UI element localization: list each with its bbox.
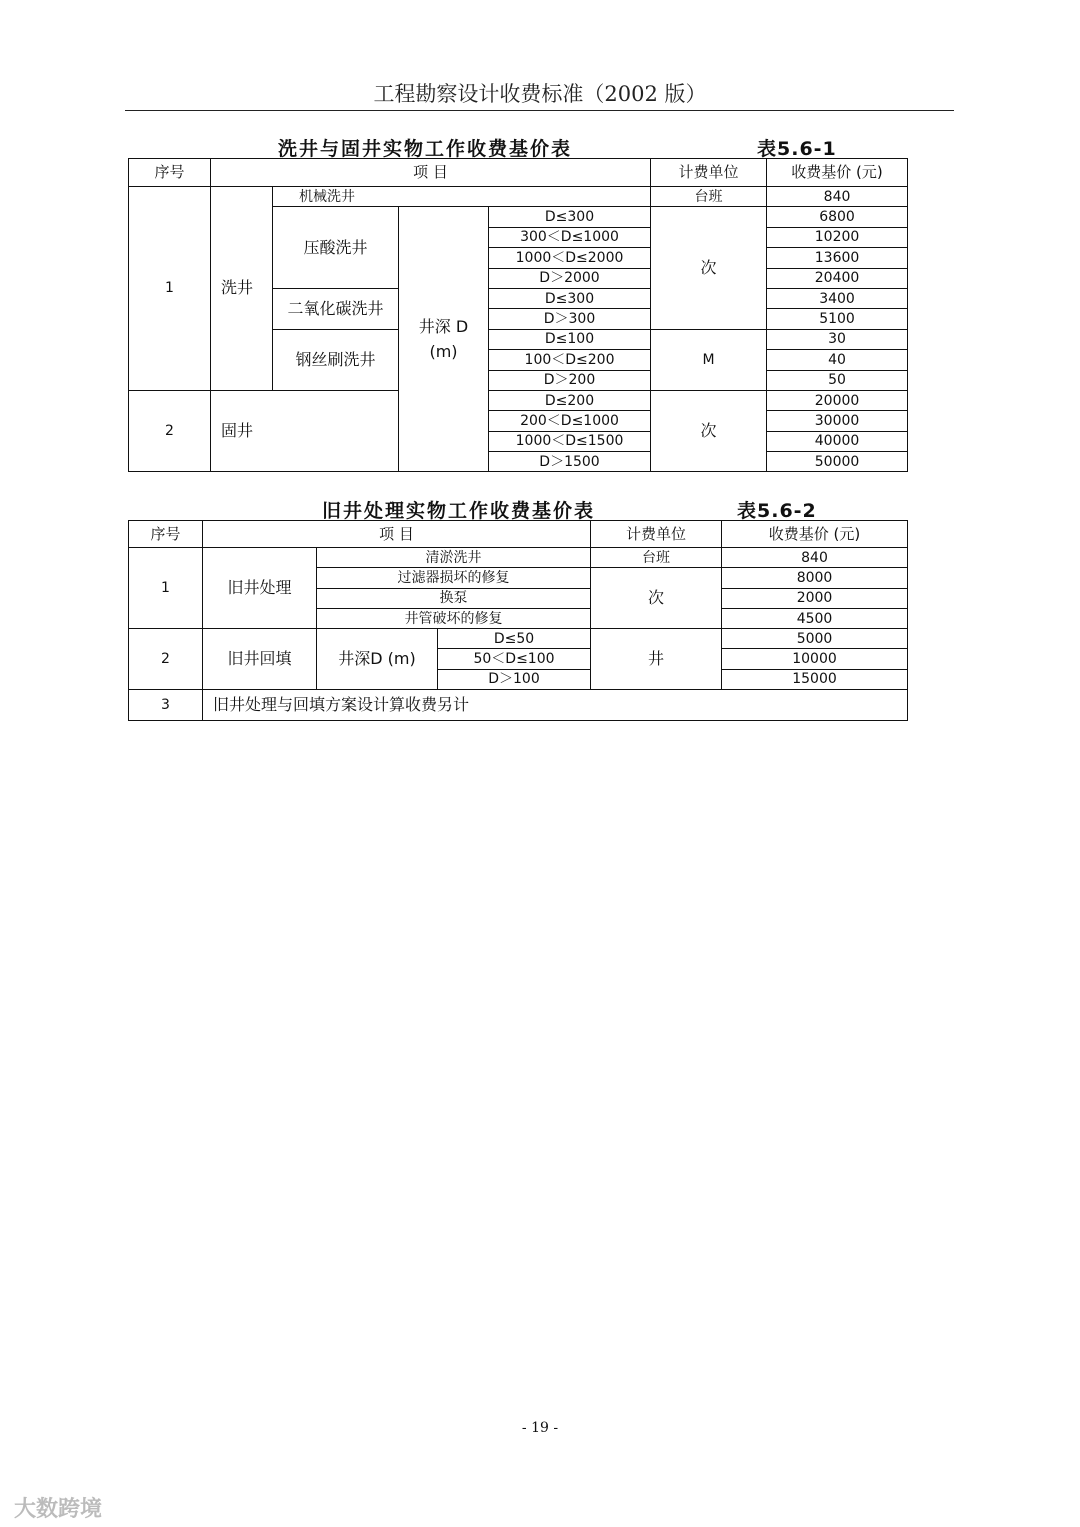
item-label: 井管破坏的修复 [317,608,591,628]
price-cell: 5000 [722,629,908,649]
depth-label: 井深D (m) [317,629,438,690]
range-cell: D≤300 [489,288,651,308]
row-no: 3 [129,690,203,721]
range-cell: 50＜D≤100 [438,649,591,669]
unit-cell: 次 [591,568,722,629]
price-cell: 3400 [767,288,908,308]
row-no: 2 [129,390,211,472]
table1-title: 洗井与固井实物工作收费基价表 [278,138,573,160]
table-row [129,187,908,207]
range-cell: D≤200 [489,390,651,410]
unit-cell: 次 [651,390,767,472]
page-header-title: 工程勘察设计收费标准（2002 版） [373,82,707,106]
table1-number: 表5.6-1 [757,138,837,160]
col-header-item: 项 目 [203,521,591,548]
col-header-price: 收费基价 (元) [767,159,908,187]
table-row [129,548,908,568]
table2 [128,520,908,721]
range-cell: 200＜D≤1000 [489,411,651,431]
item-label: 二氧化碳洗井 [273,288,399,329]
row-no: 1 [129,187,211,391]
row-category: 旧井处理 [203,548,317,629]
page-number: - 19 - [521,1420,559,1436]
price-cell: 30 [767,329,908,349]
item-label: 压酸洗井 [273,207,399,289]
unit-cell: 台班 [591,548,722,568]
price-cell: 15000 [722,669,908,689]
range-cell: D＞1500 [489,452,651,472]
price-cell: 30000 [767,411,908,431]
unit-cell: 井 [591,629,722,690]
price-cell: 4500 [722,608,908,628]
row-category: 固井 [211,390,399,472]
range-cell: D＞200 [489,370,651,390]
range-cell: D≤100 [489,329,651,349]
row-no: 2 [129,629,203,690]
table-row [129,690,908,721]
unit-cell: 次 [651,207,767,329]
range-cell: D＞2000 [489,268,651,288]
note-text: 旧井处理与回填方案设计算收费另计 [203,690,908,721]
depth-label: 井深 D (m) [399,207,489,472]
header-divider [125,110,954,111]
table2-number: 表5.6-2 [737,500,817,522]
table1-header-row [129,159,908,187]
range-cell: D＞300 [489,309,651,329]
price-cell: 840 [722,548,908,568]
range-cell: 1000＜D≤2000 [489,248,651,268]
price-cell: 40 [767,350,908,370]
price-cell: 13600 [767,248,908,268]
price-cell: 8000 [722,568,908,588]
item-label: 过滤器损坏的修复 [317,568,591,588]
table-row [129,390,908,410]
item-label: 钢丝刷洗井 [273,329,399,390]
price-cell: 20000 [767,390,908,410]
unit-cell: 台班 [651,187,767,207]
range-cell: D≤50 [438,629,591,649]
price-cell: 6800 [767,207,908,227]
range-cell: D＞100 [438,669,591,689]
col-header-item: 项 目 [211,159,651,187]
table-row [129,629,908,649]
col-header-unit: 计费单位 [651,159,767,187]
unit-cell: M [651,329,767,390]
row-no: 1 [129,548,203,629]
range-cell: 1000＜D≤1500 [489,431,651,451]
price-cell: 840 [767,187,908,207]
price-cell: 50 [767,370,908,390]
table2-title: 旧井处理实物工作收费基价表 [322,500,596,522]
col-header-no: 序号 [129,159,211,187]
table2-header-row [129,521,908,548]
col-header-unit: 计费单位 [591,521,722,548]
price-cell: 10200 [767,227,908,247]
range-cell: 100＜D≤200 [489,350,651,370]
price-cell: 5100 [767,309,908,329]
price-cell: 50000 [767,452,908,472]
item-label: 换泵 [317,588,591,608]
col-header-price: 收费基价 (元) [722,521,908,548]
range-cell: 300＜D≤1000 [489,227,651,247]
row-category: 洗井 [211,187,273,391]
price-cell: 20400 [767,268,908,288]
price-cell: 40000 [767,431,908,451]
item-label: 机械洗井 [273,187,651,207]
price-cell: 2000 [722,588,908,608]
table1 [128,158,908,472]
row-category: 旧井回填 [203,629,317,690]
col-header-no: 序号 [129,521,203,548]
item-label: 清淤洗井 [317,548,591,568]
price-cell: 10000 [722,649,908,669]
range-cell: D≤300 [489,207,651,227]
watermark: 大数跨境 [14,1497,103,1522]
